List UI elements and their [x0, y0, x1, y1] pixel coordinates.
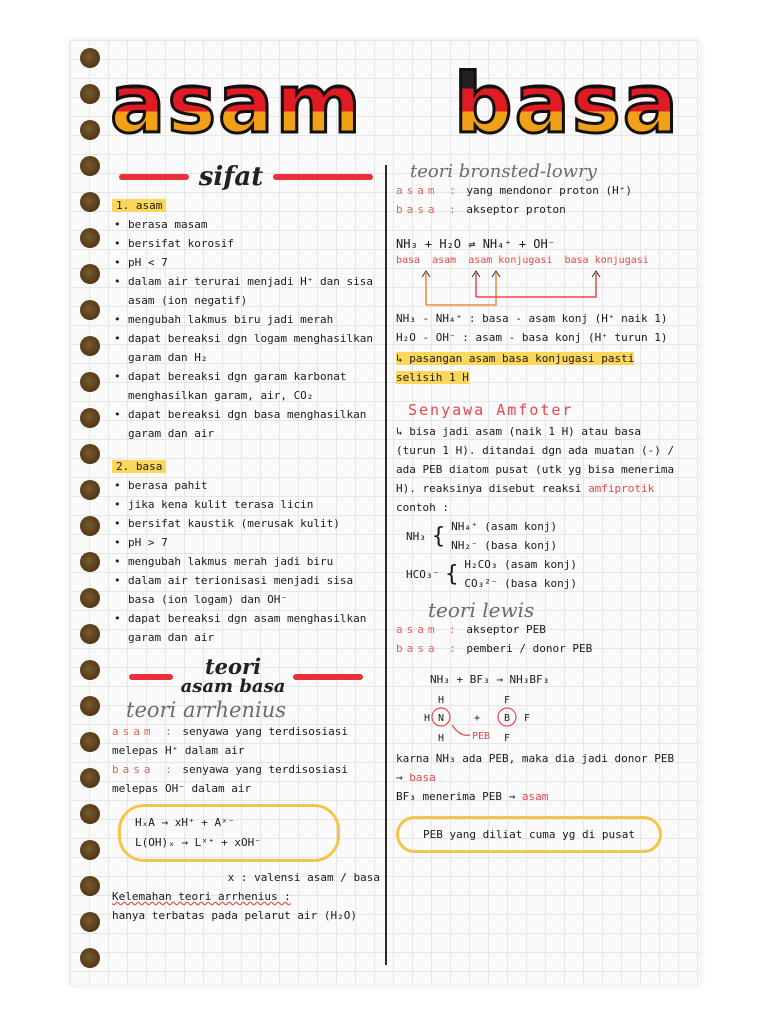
list-item: • bersifat korosif: [112, 234, 380, 253]
sifat-heading: [112, 160, 380, 194]
left-column: [112, 160, 380, 925]
bl-basa-text: akseptor proton: [466, 203, 566, 216]
svg-text:H: H: [424, 713, 431, 724]
amfoter-description: [396, 422, 686, 498]
example-item: H₂CO₃ (asam konj): [464, 558, 577, 571]
list-item: • dapat bereaksi dgn garam karbonat menghasilkan garam, air, CO₂: [112, 367, 380, 405]
rx-label: basa konjugasi: [564, 255, 649, 266]
bl-asam-text: yang mendonor proton (H⁺): [466, 184, 632, 197]
arr-asam-text: senyawa yang terdisosiasi melepas H⁺ dalam air: [112, 725, 348, 757]
arrhenius-equations-box: [118, 804, 340, 862]
amfiprotik-term: amfiprotik: [588, 482, 655, 495]
list-item: • dalam air terurai menjadi H⁺ dan sisa asam (ion negatif): [112, 272, 380, 310]
amfoter-heading: Senyawa Amfoter: [408, 401, 574, 419]
arr-basa-text: senyawa yang terdisosiasi melepas OH⁻ dalam air: [112, 763, 348, 795]
teori-heading-line2: asam basa: [180, 676, 286, 697]
list-item: • dapat bereaksi dgn basa menghasilkan garam dan air: [112, 405, 380, 443]
conjugate-pair-note: ↳ pasangan asam basa konjugasi pasti selisih 1 H: [396, 352, 635, 384]
basa-label: 2. basa: [112, 460, 166, 473]
arr-asam-label: asam :: [112, 725, 176, 738]
teori-asam-basa-heading: [112, 654, 380, 697]
svg-text:H: H: [438, 695, 445, 706]
list-item: • berasa pahit: [112, 476, 380, 495]
title-word-asam: asam: [110, 57, 363, 152]
lewis-note-2: BF₃ menerima PEB → asam: [396, 790, 549, 803]
list-item: • dapat bereaksi dgn asam menghasilkan garam dan air: [112, 609, 380, 647]
example-base: NH₃: [406, 529, 426, 543]
list-item: • dalam air terionisasi menjadi sisa basa (ion logam) dan OH⁻: [112, 571, 380, 609]
rx-label: basa: [396, 255, 421, 266]
rx-label: asam: [432, 255, 457, 266]
lewis-highlight-box: PEB yang diliat cuma yg di pusat: [396, 816, 662, 853]
svg-text:H: H: [438, 733, 445, 744]
lewis-note-1: karna NH₃ ada PEB, maka dia jadi donor PEB → basa: [396, 752, 675, 784]
lewis-reaction: NH₃ + BF₃ → NH₃BF₃: [430, 673, 550, 686]
lw-asam-text: akseptor PEB: [466, 623, 546, 636]
asam-label: 1. asam: [112, 199, 166, 212]
lw-basa-text: pemberi / donor PEB: [466, 642, 593, 655]
page-title: [110, 57, 680, 152]
list-item: • mengubah lakmus biru jadi merah: [112, 310, 380, 329]
bl-asam-label: asam :: [396, 184, 460, 197]
arr-basa-label: basa :: [112, 763, 176, 776]
title-word-basa: basa: [453, 57, 680, 152]
lw-basa-label: basa :: [396, 642, 460, 655]
sifat-title: sifat: [198, 161, 264, 192]
list-item: • pH > 7: [112, 533, 380, 552]
kelemahan-title: Kelemahan teori arrhenius :: [112, 890, 291, 903]
list-item: • dapat bereaksi dgn logam menghasilkan garam dan H₂: [112, 329, 380, 367]
contoh-label: contoh :: [396, 501, 449, 514]
lewis-dot-diagram: [404, 689, 604, 749]
example-item: NH₂⁻ (basa konj): [451, 539, 558, 552]
list-item: • pH < 7: [112, 253, 380, 272]
basa-properties-list: [112, 476, 380, 647]
svg-text:N: N: [438, 713, 445, 724]
svg-text:F: F: [504, 733, 511, 744]
rx-label: asam konjugasi: [468, 255, 553, 266]
reaction-labels: [396, 254, 686, 267]
binder-holes: [80, 48, 104, 968]
lewis-structures: [396, 689, 686, 749]
conjugate-pair-1: NH₃ - NH₄⁺ : basa - asam konj (H⁺ naik 1): [396, 312, 668, 325]
svg-text:+: +: [474, 713, 481, 724]
lewis-heading: teori lewis: [428, 598, 535, 622]
svg-text:B: B: [504, 713, 511, 724]
kelemahan-text: hanya terbatas pada pelarut air (H₂O): [112, 909, 358, 922]
example-item: CO₃²⁻ (basa konj): [464, 577, 577, 590]
conjugate-pair-2: H₂O - OH⁻ : asam - basa konj (H⁺ turun 1): [396, 331, 668, 344]
asam-properties-list: [112, 215, 380, 443]
list-item: • jika kena kulit terasa licin: [112, 495, 380, 514]
column-divider: [385, 165, 387, 965]
list-item: • bersifat kaustik (merusak kulit): [112, 514, 380, 533]
list-item: • mengubah lakmus merah jadi biru: [112, 552, 380, 571]
example-item: NH₄⁺ (asam konj): [451, 520, 558, 533]
lw-asam-label: asam :: [396, 623, 460, 636]
bronsted-reaction: NH₃ + H₂O ⇌ NH₄⁺ + OH⁻: [396, 237, 555, 251]
example-hco3: HCO₃⁻ { H₂CO₃ (asam konj) CO₃²⁻ (basa konj): [406, 555, 686, 593]
teori-heading-line1: teori: [204, 654, 262, 679]
bronsted-heading: teori bronsted-lowry: [410, 161, 597, 182]
right-column: [396, 160, 686, 853]
equation-acid: HₓA → xH⁺ + Aˣ⁻: [135, 816, 235, 829]
valensi-note: x : valensi asam / basa: [227, 871, 380, 884]
bl-basa-label: basa :: [396, 203, 460, 216]
example-nh3: NH₃ { NH₄⁺ (asam konj) NH₂⁻ (basa konj): [406, 517, 686, 555]
conjugate-pair-arrows: [396, 267, 636, 309]
arrhenius-heading: teori arrhenius: [126, 698, 287, 722]
list-item: • berasa masam: [112, 215, 380, 234]
peb-label: PEB: [472, 731, 491, 742]
svg-text:F: F: [504, 695, 511, 706]
example-base: HCO₃⁻: [406, 567, 440, 581]
equation-base: L(OH)ₓ → Lˣ⁺ + xOH⁻: [135, 836, 261, 849]
svg-text:F: F: [524, 713, 531, 724]
amfoter-text: ↳ bisa jadi asam (naik 1 H) atau basa (turun 1 H). ditandai dgn ada muatan (-) / ada PEB diatom pusat (utk yg bisa menerima H). reaksinya disebut reaksi: [396, 425, 675, 495]
